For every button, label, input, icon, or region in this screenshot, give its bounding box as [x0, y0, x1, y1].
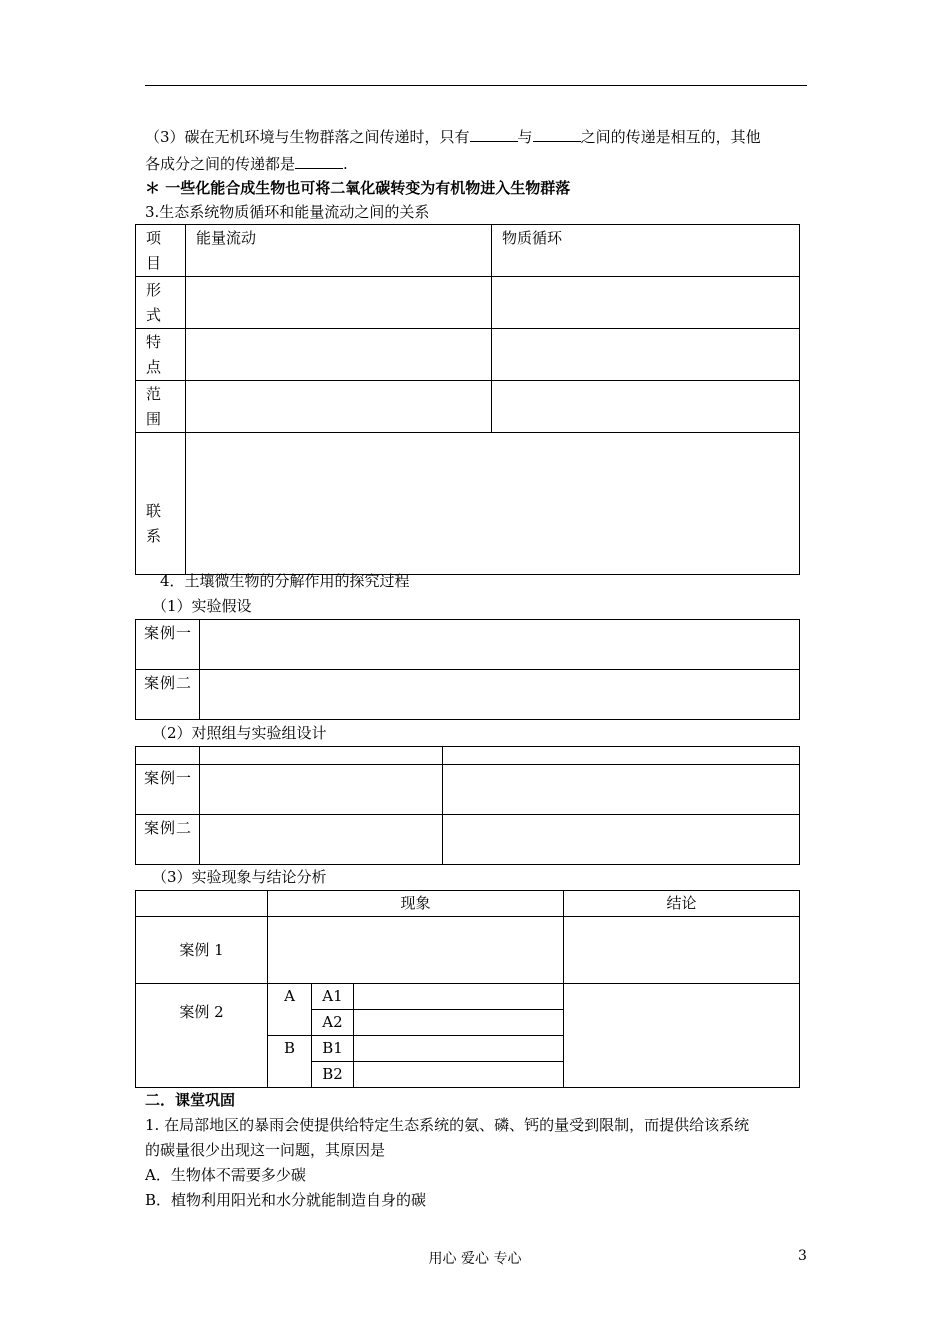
cell-text: 范围 — [146, 385, 162, 428]
row-label-range — [136, 381, 186, 433]
row-label-feature — [136, 329, 186, 381]
question-4-3: （3）实验现象与结论分析 — [152, 868, 327, 886]
row-label-relation — [136, 433, 186, 575]
case-1-label: 案例一 — [136, 620, 200, 670]
cell-feature-energy[interactable] — [186, 329, 492, 381]
case-1-phenomenon[interactable] — [268, 917, 564, 984]
cell-text: 形式 — [146, 281, 162, 324]
sub-a1-phenomenon[interactable] — [354, 984, 564, 1010]
text-segment: 之间的传递是相互的，其他 — [580, 128, 761, 146]
case-1-experiment[interactable] — [443, 765, 800, 815]
case-1-control[interactable] — [200, 765, 443, 815]
relation-table — [135, 224, 800, 575]
paragraph-3-line2 — [145, 153, 348, 175]
footer-motto: 用心 爱心 专心 — [428, 1251, 522, 1267]
question-3-title: 3.生态系统物质循环和能量流动之间的关系 — [145, 203, 430, 221]
design-header-experiment[interactable] — [443, 747, 800, 765]
sub-b1-phenomenon[interactable] — [354, 1036, 564, 1062]
design-header-control[interactable] — [200, 747, 443, 765]
note-line: ＊ 一些化能合成生物也可将二氧化碳转变为有机物进入生物群落 — [145, 179, 571, 197]
fill-blank-3[interactable] — [295, 154, 343, 169]
design-table — [135, 746, 800, 865]
text-segment: 各成分之间的传递都是 — [145, 155, 296, 173]
cell-form-matter[interactable] — [492, 277, 800, 329]
section-2-heading: 二．课堂巩固 — [145, 1091, 236, 1109]
case-1-label: 案例一 — [136, 765, 200, 815]
option-b[interactable]: B．植物利用阳光和水分就能制造自身的碳 — [145, 1191, 427, 1209]
cell-text: 项目 — [146, 229, 162, 272]
sub-a2-phenomenon[interactable] — [354, 1010, 564, 1036]
cell-range-matter[interactable] — [492, 381, 800, 433]
cell-relation[interactable] — [186, 433, 800, 575]
sub-a1-label: A1 — [312, 984, 354, 1010]
text-segment: （3）碳在无机环境与生物群落之间传递时，只有 — [145, 128, 470, 146]
paragraph-3 — [145, 126, 761, 148]
results-table — [135, 890, 800, 1088]
hypothesis-table — [135, 619, 800, 720]
text-segment: . — [343, 155, 348, 173]
case-2-experiment[interactable] — [443, 815, 800, 865]
case-2-conclusion[interactable] — [564, 984, 800, 1088]
question-4-2: （2）对照组与实验组设计 — [152, 724, 327, 742]
option-a[interactable]: A．生物体不需要多少碳 — [145, 1166, 306, 1184]
case-2-label: 案例二 — [136, 815, 200, 865]
case-1-hypothesis[interactable] — [200, 620, 800, 670]
sub-b2-phenomenon[interactable] — [354, 1062, 564, 1088]
design-header-blank — [136, 747, 200, 765]
question-4-title: 4．土壤微生物的分解作用的探究过程 — [160, 572, 410, 590]
cell-text: 联系 — [146, 502, 162, 545]
header-matter: 物质循环 — [492, 225, 800, 277]
question-1-line1: 1. 在局部地区的暴雨会使提供给特定生态系统的氨、磷、钙的量受到限制，而提供给该系统 — [145, 1116, 750, 1134]
header-phenomenon: 现象 — [268, 891, 564, 917]
page-number: 3 — [798, 1248, 807, 1264]
header-item — [136, 225, 186, 277]
sub-b2-label: B2 — [312, 1062, 354, 1088]
header-rule — [145, 85, 807, 86]
cell-text: 特点 — [146, 333, 162, 376]
case-2-label: 案例二 — [136, 670, 200, 720]
results-header-blank — [136, 891, 268, 917]
question-1-line2: 的碳量很少出现这一问题，其原因是 — [145, 1141, 386, 1159]
case-2-label: 案例 2 — [136, 984, 268, 1088]
header-energy: 能量流动 — [186, 225, 492, 277]
cell-feature-matter[interactable] — [492, 329, 800, 381]
text-segment: 与 — [517, 128, 533, 146]
group-b-label: B — [268, 1036, 312, 1088]
group-a-label: A — [268, 984, 312, 1036]
fill-blank-1[interactable] — [470, 127, 518, 142]
case-2-control[interactable] — [200, 815, 443, 865]
sub-b1-label: B1 — [312, 1036, 354, 1062]
case-1-conclusion[interactable] — [564, 917, 800, 984]
question-4-1: （1）实验假设 — [152, 597, 252, 615]
cell-range-energy[interactable] — [186, 381, 492, 433]
case-1-label: 案例 1 — [136, 917, 268, 984]
sub-a2-label: A2 — [312, 1010, 354, 1036]
case-2-hypothesis[interactable] — [200, 670, 800, 720]
row-label-form — [136, 277, 186, 329]
header-conclusion: 结论 — [564, 891, 800, 917]
fill-blank-2[interactable] — [533, 127, 581, 142]
cell-form-energy[interactable] — [186, 277, 492, 329]
